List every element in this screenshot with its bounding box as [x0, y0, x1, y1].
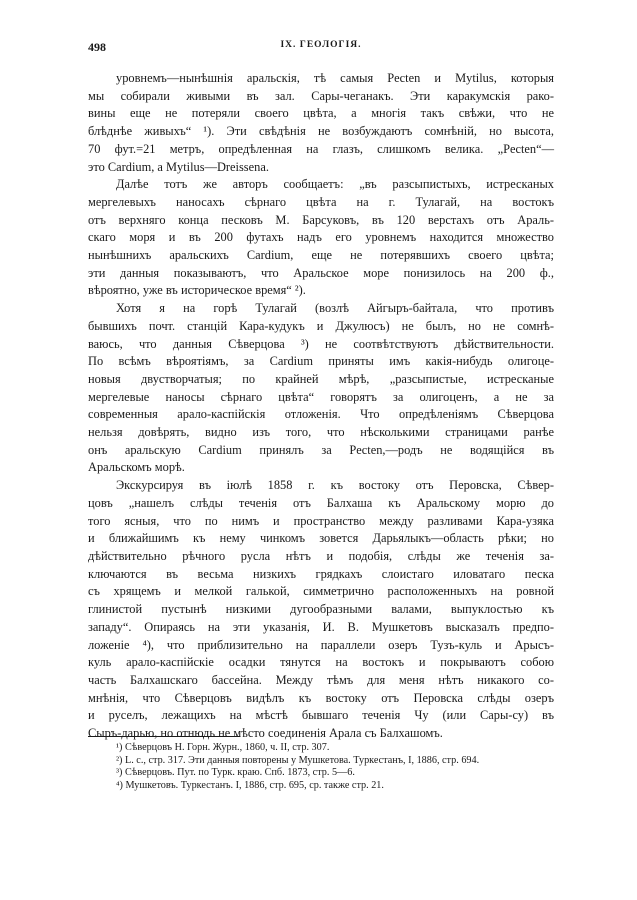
text-line: Аральскомъ морѣ.: [88, 460, 185, 475]
text-line: эти данныя показываютъ, что Аральское море понизилось на 200 ф.,: [88, 265, 554, 280]
text-line: По всѣмъ вѣроятіямъ, за Cardium приняты имъ какія-нибудь олигоце-: [88, 354, 554, 369]
text-line: Экскурсируя въ іюлѣ 1858 г. къ востоку отъ Перовска, Сѣвер-: [116, 478, 554, 493]
text-line: мы собирали живыми въ зал. Сары-чеганакъ. Эти каракумскія рако-: [88, 88, 554, 103]
text-line: бывшихъ почт. станцій Кара-кудукъ и Джулюсъ) не былъ, но не сомнѣ-: [88, 318, 554, 333]
text-line: цовъ „нашелъ слѣды теченія отъ Балхаша къ Аральскому морю до: [88, 495, 554, 510]
footnote: ²) L. c., стр. 317. Эти данныя повторены у Мушкетова. Туркестанъ, I, 1886, стр. 694.: [116, 754, 480, 766]
text-line: это Cardium, а Mytilus—Dreissena.: [88, 159, 269, 174]
paragraph: [88, 477, 554, 743]
text-line: Сыръ-дарью, но отнюдь не мѣсто соединенія Арала съ Балхашомъ.: [88, 726, 443, 741]
footnote: ³) Сѣверцовъ. Пут. по Турк. краю. Спб. 1873, стр. 5—6.: [116, 767, 355, 779]
paragraph: [88, 176, 554, 300]
text-line: новыя двустворчатыя; по крайней мѣрѣ, „разсыпистые, истресканые: [88, 371, 554, 386]
text-line: вины еще не потеряли своего цвѣта, а многія такъ свѣжи, что не: [88, 106, 554, 121]
text-line: ваюсь, что данныя Сѣверцова ³) не соотвѣтствуютъ дѣйствительности.: [88, 336, 554, 351]
text-line: и ближайшимъ къ нему чинкомъ зовется Дарьялыкъ—область рѣки; но: [88, 531, 554, 546]
text-line: глинистой пустынѣ низкими дугообразными валами, выпуклостью къ: [88, 602, 554, 617]
text-line: Далѣе тотъ же авторъ сообщаетъ: „въ разсыпистыхъ, истресканых: [116, 177, 554, 192]
text-line: Хотя я на горѣ Тулагай (возлѣ Айгыръ-байтала, что противъ: [116, 301, 554, 316]
footnote-rule: [88, 736, 240, 737]
body-text: [88, 70, 554, 743]
text-line: 70 фут.=21 метръ, опредѣленная на глазъ, слишкомъ велика. „Pecten“—: [88, 141, 554, 156]
text-line: дѣйствительно рѣчного русла нѣтъ и подобія, слѣды же теченія за-: [88, 548, 554, 563]
text-line: блѣднѣе живыхъ“ ¹). Эти свѣдѣнія не возбуждаютъ сомнѣній, но высота,: [88, 124, 554, 139]
text-line: вѣроятно, уже въ историческое время“ ²).: [88, 283, 306, 298]
text-line: съ хрящемъ и мелкой галькой, симметрично расположенныхъ на ровной: [88, 584, 554, 599]
page-number: 498: [88, 40, 106, 54]
text-line: ключаются въ весьма низкихъ грядкахъ слоистаго иловатаго песка: [88, 566, 554, 581]
footnote: ⁴) Мушкетовъ. Туркестанъ. I, 1886, стр. 695, ср. также стр. 21.: [116, 779, 384, 791]
text-line: куль арало-каспійскіе осадки тянутся на востокъ и покрываютъ собою: [88, 655, 554, 670]
text-line: ложеніе ⁴), что приблизительно на параллели озеръ Тузъ-куль и Арысъ-: [88, 637, 554, 652]
paragraph: [88, 70, 554, 176]
text-line: мергелевыхъ наносахъ сѣрнаго цвѣта на г. Тулагай, на востокъ: [88, 194, 554, 209]
running-head: IX. ГЕОЛОГІЯ.: [280, 40, 362, 50]
page-header: [88, 40, 554, 56]
text-line: нельзя довѣрять, видно изъ того, что нѣсколькими страницами ранѣе: [88, 425, 554, 440]
footnotes: [88, 742, 554, 792]
text-line: западу“. Опираясь на эти указанія, И. В. Мушкетовъ высказалъ предпо-: [88, 619, 554, 634]
paragraph: [88, 300, 554, 477]
text-line: скаго моря и въ 200 футахъ надъ его уровнемъ находится множество: [88, 230, 554, 245]
text-line: того ясныя, что по нимъ и пространство между разливами Кара-узяка: [88, 513, 554, 528]
text-line: мергелевые наносы сѣрнаго цвѣта“ говорятъ за олигоценъ, а не за: [88, 389, 554, 404]
text-line: онъ аральскую Cardium принялъ за Pecten,—родъ не водящійся въ: [88, 442, 554, 457]
text-line: мнѣнія, что Сѣверцовъ видѣлъ къ востоку отъ Перовска слѣды озеръ: [88, 690, 554, 705]
text-line: часть Балхашскаго бассейна. Между тѣмъ для меня нѣтъ никакого со-: [88, 672, 554, 687]
text-line: отъ верхняго конца песковъ М. Барсуковъ, въ 120 верстахъ отъ Араль-: [88, 212, 554, 227]
text-line: современныя арало-каспійскія отложенія. Что опредѣленіямъ Сѣверцова: [88, 407, 554, 422]
text-line: нынѣшнихъ аральскихъ Cardium, еще не потерявшихъ своего цвѣта;: [88, 248, 554, 263]
text-line: уровнемъ—нынѣшнія аральскія, тѣ самыя Pecten и Mytilus, которыя: [116, 71, 554, 85]
text-line: и руселъ, лежащихъ на мѣстѣ бывшаго теченія Чу (или Сары-су) въ: [88, 708, 554, 723]
footnote: ¹) Сѣверцовъ Н. Горн. Журн., 1860, ч. II, стр. 307.: [116, 742, 330, 753]
